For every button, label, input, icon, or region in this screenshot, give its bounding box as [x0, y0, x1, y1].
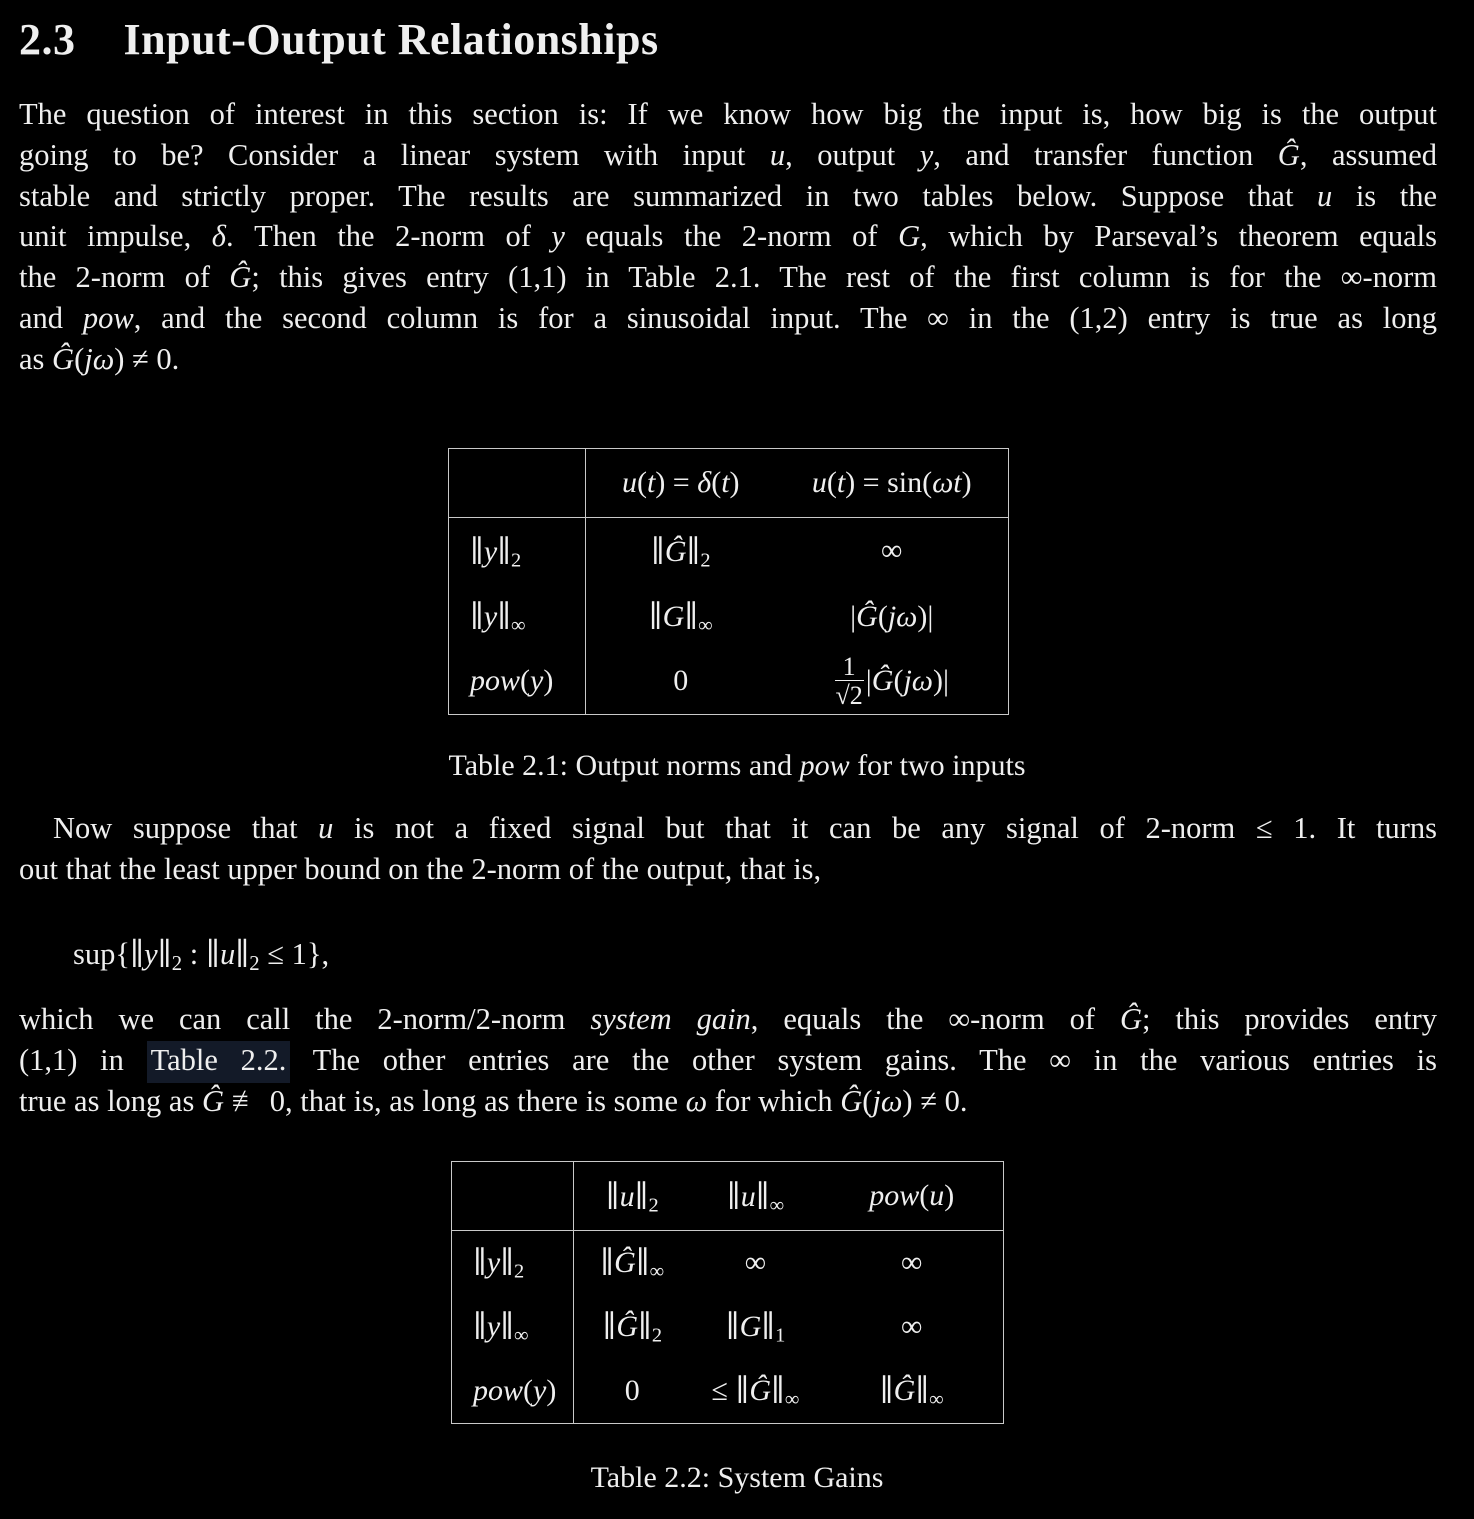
table-cell: |Ĝ(jω)| [850, 599, 934, 633]
text-line: unit impulse, δ. Then the 2-norm of y equals the 2-norm of G, which by Parseval’s theorem equals [19, 219, 1438, 254]
table-2-1-caption: Table 2.1: Output norms and pow for two inputs [448, 749, 1026, 782]
text-line: true as long as Ĝ ≢ 0, that is, as long as there is some ω for which Ĝ(jω) ≠ 0. [19, 1083, 968, 1118]
paragraph-intro [19, 94, 1437, 380]
table-cell: ∞ [881, 534, 903, 568]
display-formula: $sup\{\parallel y\parallel_2$ : $\parallel u\parallel_2 \le 1$}, [73, 937, 330, 975]
row-label: $\parallel y\parallel_2$ [449, 518, 586, 585]
row-label: $\parallel y\parallel_2$ [452, 1231, 574, 1295]
column-header: $\parallel u\parallel_\infty$ [691, 1162, 821, 1231]
section-number: 2.3 [19, 15, 76, 64]
column-header: $\parallel u\parallel_2$ [574, 1162, 691, 1231]
text-line: The question of interest in this section is: If we know how big the input is, how big is the output [19, 97, 1437, 131]
table-cell: ≤ $\parallel Ĝ\parallel_\infty$ [711, 1374, 800, 1411]
table-corner-cell [452, 1162, 574, 1231]
table-cell: ∞ [901, 1245, 923, 1279]
row-label: pow(y) [452, 1359, 574, 1424]
text-line: as Ĝ(jω) ≠ 0. [19, 341, 180, 376]
table-2-1 [448, 448, 1009, 715]
text-line: which we can call the 2-norm/2-norm system gain, equals the ∞-norm of Ĝ; this provides entry [19, 1002, 1437, 1036]
text-line: and pow, and the second column is for a sinusoidal input. The ∞ in the (1,2) entry is true as long [19, 300, 1437, 335]
table-cell: 0 [624, 1373, 640, 1407]
table-2-2-link[interactable]: Table 2.2. [147, 1041, 291, 1083]
table-cell: $\frac{1}{√2}$ |Ĝ(jω)| [835, 651, 949, 710]
paragraph-sup [19, 808, 1437, 890]
row-label: pow(y) [449, 649, 586, 715]
row-label: $\parallel y\parallel_\infty$ [452, 1295, 574, 1359]
text-line: out that the least upper bound on the 2-norm of the output, that is, [19, 851, 822, 886]
text-line: Now suppose that u is not a fixed signal but that it can be any signal of 2-norm ≤ 1. It turns [53, 811, 1437, 845]
table-2-2-caption: Table 2.2: System Gains [590, 1461, 884, 1494]
table-cell: $\parallel Ĝ\parallel_\infty$ [879, 1374, 944, 1411]
table-cell: 0 [673, 664, 689, 698]
column-header: pow(u) [821, 1162, 1004, 1231]
paragraph-gain [19, 999, 1437, 1121]
column-header: u(t) = sin(ωt) [776, 449, 1009, 518]
text-line: going to be? Consider a linear system with input u, output y, and transfer function Ĝ, assumed [19, 137, 1438, 172]
table-cell: $\parallel G\parallel_\infty$ [648, 600, 713, 637]
table-cell: $\parallel Ĝ\parallel_2$ [602, 1310, 663, 1347]
table-cell: $\parallel G\parallel_1$ [725, 1310, 786, 1347]
table-cell: ∞ [901, 1309, 923, 1343]
text-line: the 2-norm of Ĝ; this gives entry (1,1) in Table 2.1. The rest of the first column is for the ∞-norm [19, 260, 1437, 295]
table-cell: ∞ [744, 1245, 767, 1279]
section-heading [19, 14, 659, 65]
table-corner-cell [449, 449, 586, 518]
row-label: $\parallel y\parallel_\infty$ [449, 585, 586, 649]
table-cell: $\parallel Ĝ\parallel_2$ [650, 534, 711, 572]
table-2-2 [451, 1161, 1004, 1424]
section-title: Input-Output Relationships [123, 15, 659, 64]
text-line: stable and strictly proper. The results are summarized in two tables below. Suppose that u is the [19, 178, 1437, 213]
text-line: (1,1) in Table 2.2. The other entries are the other system gains. The ∞ in the various entries is [19, 1040, 1437, 1081]
table-cell: $\parallel Ĝ\parallel_\infty$ [600, 1246, 665, 1283]
column-header: u(t) = δ(t) [586, 449, 776, 518]
